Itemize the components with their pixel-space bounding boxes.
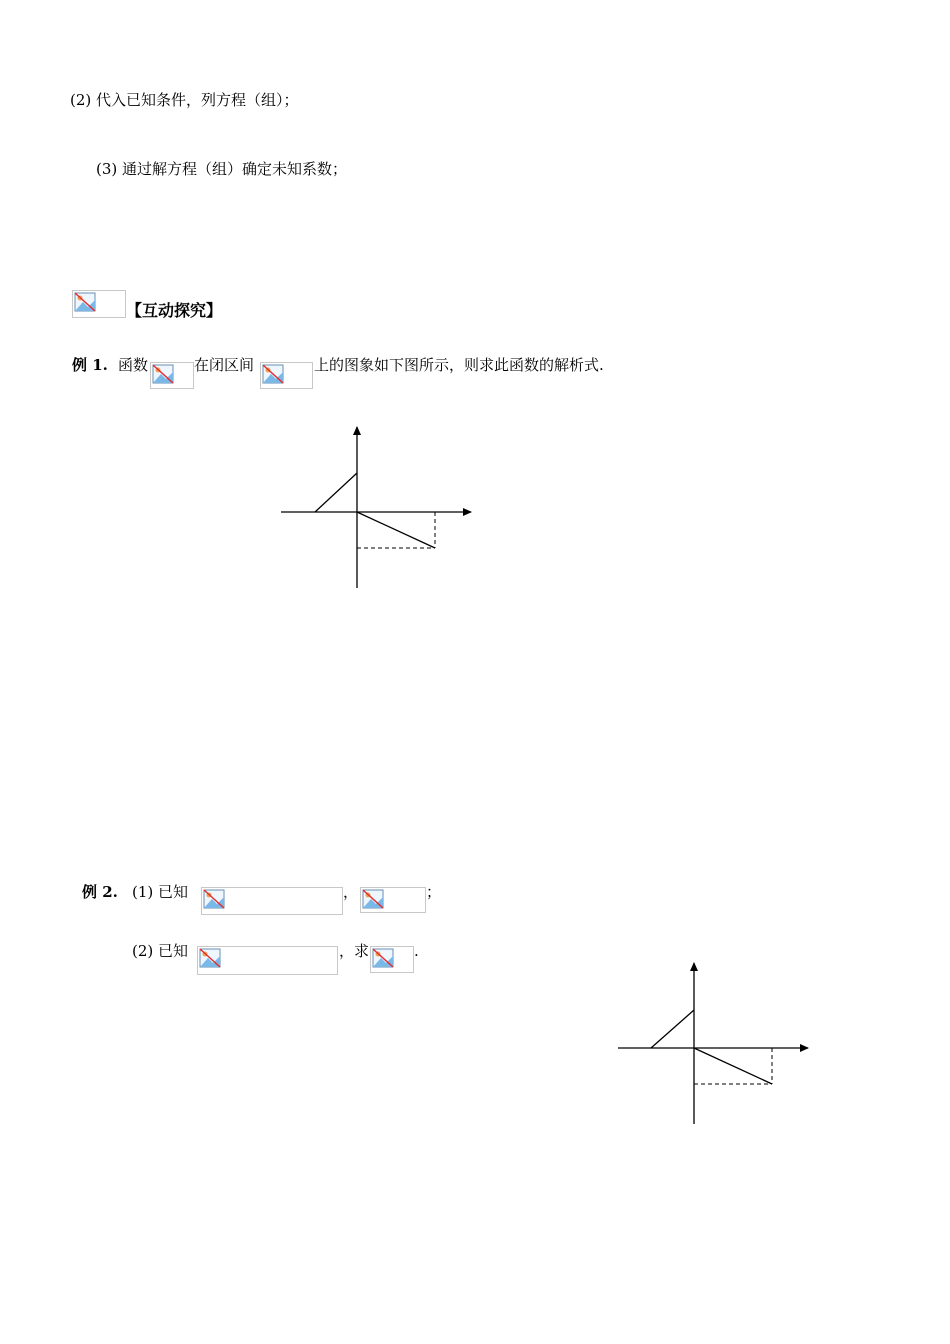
example-2-part1-comma: ， (343, 883, 359, 901)
graph-segment-right (357, 512, 435, 548)
step-2-text: (2) 代入已知条件，列方程（组）； (70, 91, 299, 109)
formula-image-given-2 (360, 887, 426, 913)
function-graph-2 (618, 963, 808, 1124)
example-2-part1-prefix: (1) 已知 (132, 883, 189, 901)
example-1-text-c: 上的图象如下图所示，则求此函数的解析式. (314, 356, 604, 374)
step-3-text: (3) 通过解方程（组）确定未知系数； (96, 160, 348, 178)
broken-image-icon (199, 948, 221, 968)
graph-segment-left (651, 1010, 694, 1048)
section-title: 【互动探究】 (126, 301, 223, 320)
example-2-part2-prefix: (2) 已知 (132, 942, 189, 960)
example-2-part1-end: ； (426, 883, 442, 901)
example-1-text-a: 函数 (118, 356, 149, 374)
broken-image-icon (372, 948, 394, 968)
formula-image-given-1 (201, 887, 343, 915)
graph-segment-left (315, 473, 357, 512)
graph-segment-right (694, 1048, 772, 1084)
example-1-label: 例 1. (72, 356, 108, 374)
example-2-label: 例 2. (82, 883, 118, 901)
example-2-part2-end: . (414, 942, 419, 960)
formula-image-given-3 (197, 946, 338, 975)
broken-image-icon (203, 889, 225, 909)
broken-image-icon (362, 889, 384, 909)
formula-image-find (370, 946, 414, 973)
example-2-part2-mid: ，求 (339, 942, 370, 960)
example-1-text-b: 在闭区间 (194, 356, 255, 374)
